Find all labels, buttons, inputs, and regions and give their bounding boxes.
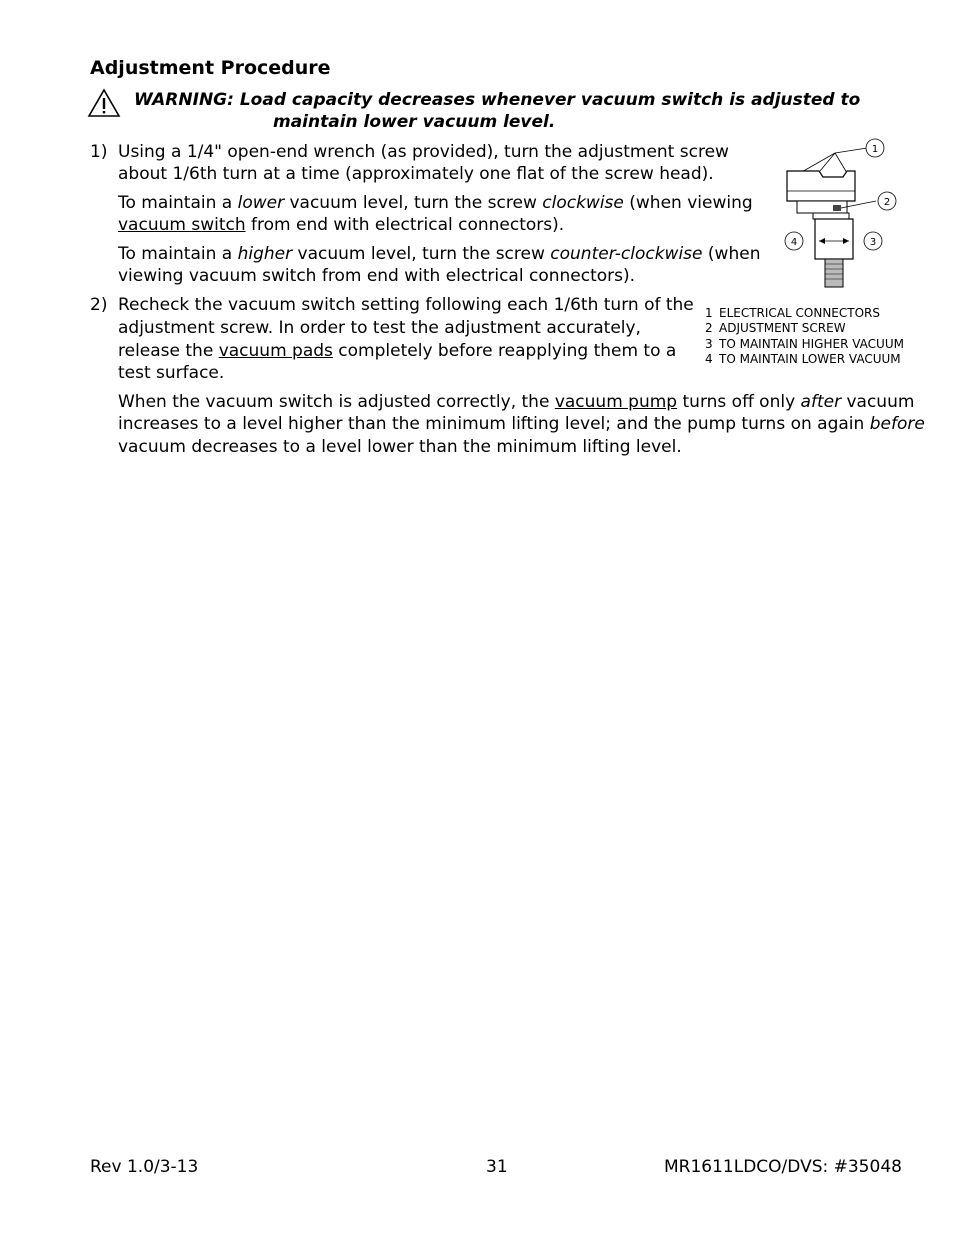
leader-line xyxy=(835,148,867,153)
emphasis-lower: lower xyxy=(237,193,285,213)
emphasis-higher: higher xyxy=(237,244,293,264)
step-1-lower-paragraph-line-1 xyxy=(118,192,753,214)
text-run: from end with electrical connectors). xyxy=(245,215,565,235)
step-1-higher-paragraph-line-2: viewing vacuum switch from end with electrical connectors). xyxy=(118,266,636,286)
threaded-fitting xyxy=(825,259,843,287)
warning-line-1: WARNING: Load capacity decreases whenever vacuum switch is adjusted to xyxy=(134,90,861,110)
legend-number: 1 xyxy=(705,306,713,320)
text-run: vacuum level, turn the screw xyxy=(292,244,551,264)
vacuum-switch-diagram xyxy=(775,133,905,298)
switch-neck xyxy=(813,213,849,219)
emphasis-after: after xyxy=(800,392,842,412)
emphasis-clockwise: clockwise xyxy=(542,193,624,213)
step-1-higher-paragraph-line-1 xyxy=(118,243,760,265)
emphasis-counter-clockwise: counter-clockwise xyxy=(550,244,703,264)
callout-label-4: 4 xyxy=(790,237,798,248)
adjustment-screw xyxy=(833,205,841,211)
step-2-paragraph-line-1 xyxy=(118,391,914,413)
text-run: completely before reapplying them to a xyxy=(332,341,677,361)
legend-item xyxy=(705,352,901,367)
legend-text: TO MAINTAIN HIGHER VACUUM xyxy=(719,337,904,351)
legend-item xyxy=(705,321,846,336)
text-run: (when viewing xyxy=(623,193,753,213)
step-1-lower-paragraph-line-2 xyxy=(118,214,564,236)
legend-text: ELECTRICAL CONNECTORS xyxy=(719,306,880,320)
text-run: increases to a level higher than the minimum lifting level; and the pump turns on again xyxy=(118,414,870,434)
leader-line xyxy=(835,153,847,173)
vacuum-pump-link[interactable]: vacuum pump xyxy=(554,392,678,412)
text-run: When the vacuum switch is adjusted correctly, the xyxy=(118,392,555,412)
text-run: release the xyxy=(118,341,219,361)
step-2-paragraph-line-2 xyxy=(118,413,925,435)
step-2-paragraph-line-3: vacuum decreases to a level lower than the minimum lifting level. xyxy=(118,437,682,457)
step-1-line-1: Using a 1/4" open-end wrench (as provided), turn the adjustment screw xyxy=(118,142,729,162)
footer-page-number: 31 xyxy=(486,1157,508,1177)
step-2-number: 2) xyxy=(90,295,108,315)
step-1-line-2: about 1/6th turn at a time (approximately one flat of the screw head). xyxy=(118,164,714,184)
legend-item xyxy=(705,306,880,321)
callout-label-1: 1 xyxy=(871,144,879,155)
legend-item xyxy=(705,337,904,352)
warning-icon xyxy=(87,88,121,118)
callout-label-2: 2 xyxy=(883,197,891,208)
step-2-line-4: test surface. xyxy=(118,363,225,383)
text-run: vacuum level, turn the screw xyxy=(284,193,543,213)
step-1-number: 1) xyxy=(90,142,108,162)
warning-line-2: maintain lower vacuum level. xyxy=(273,112,556,132)
step-2-line-1: Recheck the vacuum switch setting following each 1/6th turn of the xyxy=(118,295,694,315)
legend-text: TO MAINTAIN LOWER VACUUM xyxy=(719,352,901,366)
text-run: (when xyxy=(702,244,761,264)
page-heading: Adjustment Procedure xyxy=(90,57,331,79)
step-2-line-3 xyxy=(118,340,676,362)
legend-number: 3 xyxy=(705,337,713,351)
vacuum-pads-link[interactable]: vacuum pads xyxy=(218,341,333,361)
leader-line xyxy=(800,153,835,173)
legend-number: 2 xyxy=(705,321,713,335)
text-run: turns off only xyxy=(677,392,801,412)
footer-document-id: MR1611LDCO/DVS: #35048 xyxy=(664,1157,902,1177)
legend-text: ADJUSTMENT SCREW xyxy=(719,321,846,335)
callout-label-3: 3 xyxy=(869,237,877,248)
footer-revision: Rev 1.0/3-13 xyxy=(90,1157,199,1177)
emphasis-before: before xyxy=(869,414,925,434)
legend-number: 4 xyxy=(705,352,713,366)
text-run: vacuum xyxy=(841,392,915,412)
text-run: To maintain a xyxy=(118,244,238,264)
step-2-line-2: adjustment screw. In order to test the adjustment accurately, xyxy=(118,318,641,338)
switch-body xyxy=(787,171,855,201)
vacuum-switch-link[interactable]: vacuum switch xyxy=(118,215,246,235)
switch-stem xyxy=(815,219,853,259)
text-run: To maintain a xyxy=(118,193,238,213)
leader-line xyxy=(820,153,835,171)
